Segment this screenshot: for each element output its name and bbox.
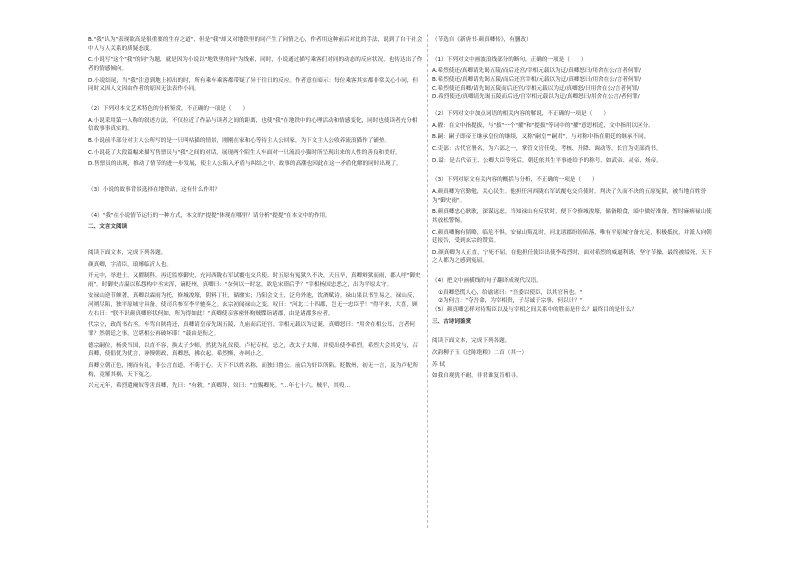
question-3-option-c: C.颜真卿胸有韬略，临危不惧。安禄山叛乱时，河北诸郡纷纷陷落，唯有平原城守备充足，积极抵抗，并派人向朝廷报告，受到玄宗的赞赏。 — [432, 229, 712, 245]
question-3-option-b: B.颜真卿忠心耿耿，深谋远虑。当知禄山有反状时，便下令修城浚壕，储备粮食，暗中做好准备，暂时麻痹禄山使其放松警惕。 — [432, 209, 712, 224]
question-1-option-c: C.希烈使还真卿/请先谒五陵而后还宫/宰相元载以为迂/真卿怒/曰用舍在公/言者何罪/ — [432, 85, 640, 92]
question-1-option-d: D.希烈使还/真卿请先谒五陵而后还/宫宰相元载以为迂/真卿怒曰/用舍在公言/者何罪/ — [432, 94, 640, 101]
question-3-option-d: D.颜真卿为人正直，宁死不屈。在他担任使臣出使李希烈时，面对希烈的威逼利诱，坚守节操，最终被缢死，天下之人都为之感到冤屈。 — [432, 249, 713, 265]
translation-item-1: ①真卿恐慌人心，给谕诸曰："吾委以使臣，以其官旨也。" — [438, 289, 583, 296]
question-2-option-b: B.嗣：嗣子即帝王继承皇位的继续，又称"嗣皇""嗣君"，与对称中指在朝廷的继承不同。 — [432, 134, 650, 141]
passage-paragraph: 德宗嗣位，杨炎当国，以直不容，换太子少师，然犹为礼仪使。卢杞专权，忌之，改太子太师，并使出使李希烈。希烈大会其党与，召真卿，使倡优为优言，诬慢朝政，真卿怒，拂衣起。希烈惭，亦呵止之。 — [88, 342, 419, 358]
section-heading-classical: 二、文言文阅读 — [88, 224, 128, 231]
question-3-option-a: A.颜真卿为官勤勉，关心民生。他担任河西陇右军试覆屯交兵使时，判决了久而不决的五原冤狱，被当地百姓誉为"御史雨"。 — [432, 188, 707, 204]
question-2-option-a: A.擢：在文中指提拔，与"拔"一个"擢"和"提拔"等词中的"擢"意思相近，文中指用以区分。 — [432, 122, 654, 129]
option-b: B."我"认为"表现欲高是很重要的生存之道"，但是"我"却又对地铁里的同产生了同情之心，作者用这种前后对比的手法，说到了自干社会中人与人关系的质疑态度。 — [88, 37, 423, 52]
poem-line: 如我自观犹不耐，非君谁复肯相寻。 — [432, 373, 522, 380]
question-2-option-a: A.小说采用第一人称的叙述方法，不仅拉近了作品与读者之间的距离，也使"我"在地铁中的心理活动和情感变化，同时也使读者充分相信故事事真实的。 — [88, 117, 418, 133]
question-2-option-b: B.小说前半部分对主人公所写的是一只叫咕猫的情景，刚刚在家和心等待主人公回家，为下文主人公收养流浪猫作了铺垫。 — [88, 137, 391, 144]
question-2-option-d: D.谥：是古代帝王、公卿大臣等死后，朝廷依其生平事迹给予的称号，如武帝、灵帝、炀帝。 — [432, 157, 662, 164]
passage-paragraph: 开元中，举进士，又擢制科。再迁监察御史，充河西陇右军试覆屯交兵使。时五原有冤狱久不决，天且旱，真卿辩狱而雨，郡人呼"御史雨"。时御史吉温以私怨构中丞宋浑，谪贬州，真卿曰："奈何以一时忿，欲危宋璟后乎？"宰相杨国忠恶之，出为平原太守。 — [88, 273, 421, 288]
question-3: （3）下列对原文有关内容的概括与分析，不正确的一项是（ ） — [432, 177, 598, 184]
question-2-option-d: D.售票员的出现，推动了情节的进一步发展，使主人公陷入矛盾与纠结之中，故事的高潮也因此在这一矛盾化解的同时出现了。 — [88, 161, 402, 168]
reading-instruction: 阅读下面文本，完成下列各题。 — [88, 249, 167, 256]
question-1-option-b: B.希烈使还/真卿请先谒五陵/而后还宫宰相/元载以为迂/真卿怒曰/用舍在公/言者何罪/ — [432, 76, 641, 83]
option-d: D.小说结尾，当"我"注意到地上掉出的时，所有乘车乘客都带疑了异于往日的反应。作者意在暗示：每位乘客其实都非常关心小同，但同时又因人文因由作者的原因无法表作小同。 — [88, 77, 419, 93]
poem-author: 苏 轼 — [432, 361, 445, 368]
question-2: （2）下列对文中加点词语的相关内容的解说，不正确的一项是（ ） — [432, 110, 609, 117]
question-4: （4）"我"在小说情节运行的一种方式，本文的"提提"体现在哪里？请分析"提提"在本文中的作用。 — [88, 212, 331, 219]
passage-paragraph: 兴元元年，希烈遣阉奴等害真卿，先曰："有敕。"真卿拜，奴曰："宜赐卿死。"…年七十六。贼平，其殁… — [88, 383, 351, 390]
translation-item-2: ②为何言："夺吾命，为宰相贵，子尽诚于宗事，何以计？" — [438, 298, 583, 305]
question-3: （3）小说的故事背景选择在地铁站，这有什么作用？ — [88, 186, 221, 193]
passage-source: （节选自《新唐书·颜真卿传》，有删改） — [432, 37, 532, 43]
option-c: C.小说写"这个"我"的同"为题，就是因为小说以"地铁里的同"为线索，同时，小说通过描写乘客们对同的动态的反应状况，也传达出了作者的情感倾向。 — [88, 57, 423, 72]
question-5: （5）颜真卿怎样对待叛臣以及与宰相之间关系中的胜而是什么？最终目的是什么？ — [432, 307, 637, 314]
passage-paragraph: 代宗立，政尚书右丞。车驾自陕将还，真卿请皇帝先谒五陵、九庙而后还宫。宰相元载以为迂诞，真卿怒曰："用舍在相公耳，言者何罪？然朝廷之事，岂堪相公再破坏耶！"载由是衔之。 — [88, 322, 416, 338]
passage-paragraph: 安禄山逆节颇著，真卿以霖雨为托，修城浚壕，阴料丁壮，储廪实；乃阳会文士，泛舟外池，饮酒赋诗。禄山果以书生易之。禄山反，河朔尽陷，独平原城守具备，使司兵参军李平驰奏之。玄宗初闻禄山之变，叹曰："河北二十四郡，岂无一忠臣乎！"得平来，大喜，顾左右曰："朕不识颜真卿形状何如，所为得如此！"真卿使亲客密怀购贼牒诣诸郡，由是诸郡多应者。 — [88, 293, 419, 317]
column-divider — [427, 34, 428, 528]
right-column — [432, 36, 717, 384]
question-1-option-a: A.希烈使还/真卿请先谒五陵/而后还宫/宰相元载以为迂/真卿怒曰/用舍在公/言者何罪/ — [432, 68, 641, 75]
question-2: （2）下列对本文艺术特色的分析鉴赏，不正确的一项是（ ） — [88, 105, 249, 112]
section-heading-poetry: 三、古诗词鉴赏 — [432, 318, 472, 325]
question-2-option-c: C.吏部：古代官署名，为六部之一，掌管文官任免、考核、升降、调动等，长官为吏部尚书。 — [432, 145, 662, 152]
passage-paragraph: 真卿立朝正色，刚而有礼，非公言直道，不萌于心。天下不以姓名称，而独曰鲁公。前后为奸臣所陷，贬数州，初无一言，及为卢杞所构，竟罹其祸，天下冤之。 — [88, 363, 419, 378]
question-4: （4）把文中画横线的句子翻译成现代汉语。 — [432, 278, 542, 285]
poem-title: 次韵柳子玉《过陈绝粮》二首（其一） — [432, 350, 528, 357]
left-column — [88, 36, 423, 394]
reading-instruction: 阅读下面文本，完成下列各题。 — [432, 338, 511, 345]
question-1: （1）下列对文中画波浪线部分的断句，正确的一项是（ ） — [432, 56, 587, 63]
passage-paragraph: 颜真卿，字清臣，琅琊临沂人也。 — [88, 261, 172, 268]
question-2-option-c: C.小说花了大段篇幅来描写售票员与"我"之间的对话，展现两个陌生人车面对一只流浪小猫时所呈现出来的人性的善良和美好。 — [88, 149, 401, 156]
